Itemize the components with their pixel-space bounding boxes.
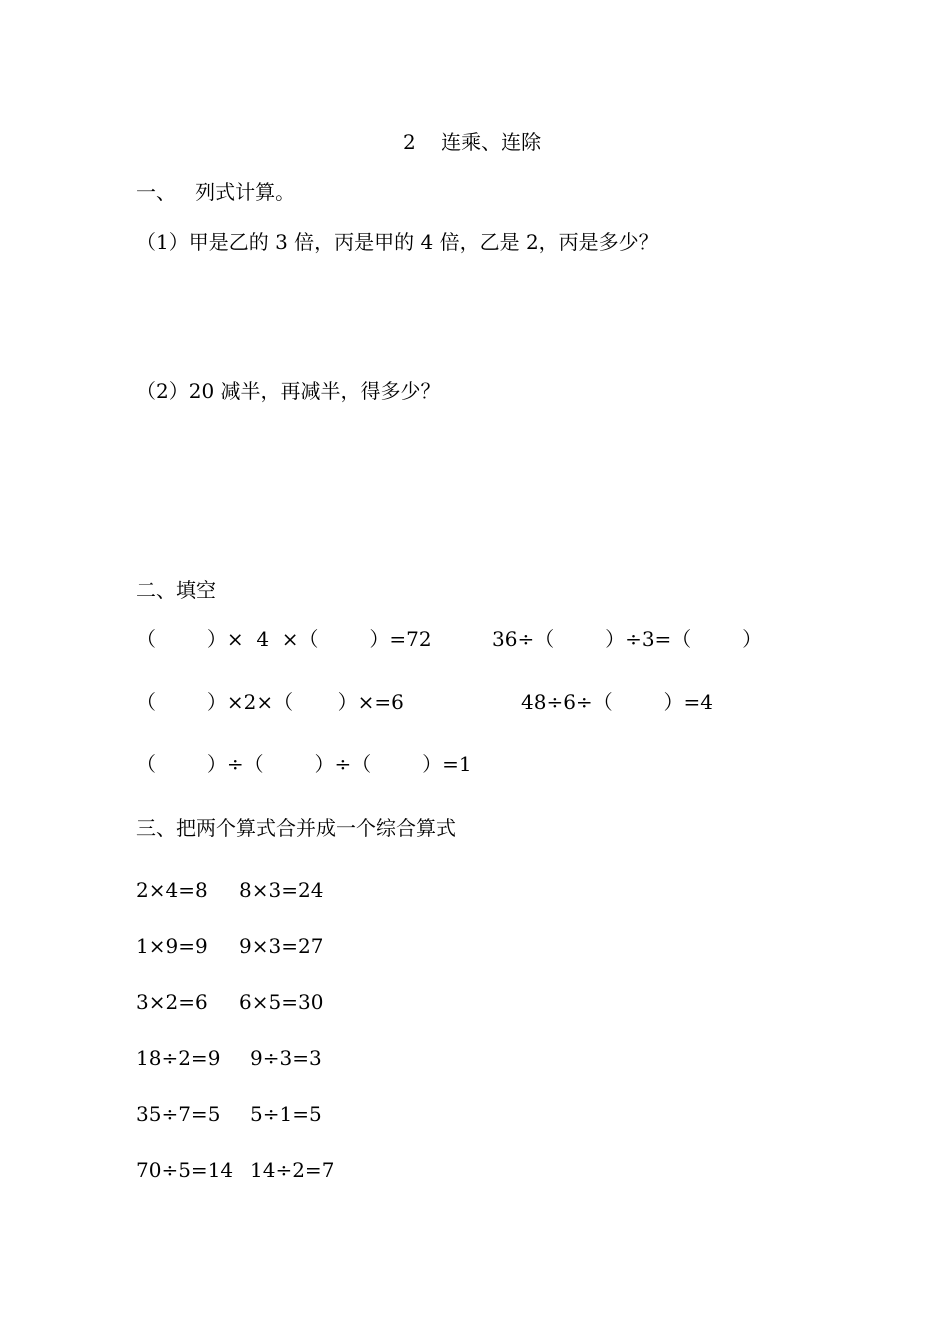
question-2: （2）20 减半，再减半，得多少？ xyxy=(136,379,441,403)
equation-pair-4-first: 18÷2=9 xyxy=(136,1046,221,1070)
fill-blank-1: （ ）× 4 ×（ ）=72 xyxy=(136,627,432,651)
equation-pair-4-second: 9÷3=3 xyxy=(250,1046,322,1070)
fill-blank-3: （ ）×2×（ ）×=6 xyxy=(136,690,404,714)
section-3-heading: 三、把两个算式合并成一个综合算式 xyxy=(136,816,456,840)
section-2-heading: 二、填空 xyxy=(136,578,216,602)
equation-pair-6-second: 14÷2=7 xyxy=(250,1158,335,1182)
equation-pair-2-second: 9×3=27 xyxy=(239,934,324,958)
fill-blank-4: 48÷6÷（ ）=4 xyxy=(521,690,714,714)
equation-pair-1-first: 2×4=8 xyxy=(136,878,208,902)
equation-pair-5-first: 35÷7=5 xyxy=(136,1102,221,1126)
section-1-heading: 一、 列式计算。 xyxy=(136,180,296,204)
equation-pair-1-second: 8×3=24 xyxy=(239,878,324,902)
question-1: （1）甲是乙的 3 倍，丙是甲的 4 倍，乙是 2，丙是多少？ xyxy=(136,230,659,254)
equation-pair-2-first: 1×9=9 xyxy=(136,934,208,958)
page-title: 2 连乘、连除 xyxy=(403,130,542,154)
equation-pair-5-second: 5÷1=5 xyxy=(250,1102,322,1126)
fill-blank-2: 36÷（ ）÷3=（ ） xyxy=(492,627,763,651)
equation-pair-6-first: 70÷5=14 xyxy=(136,1158,234,1182)
fill-blank-5: （ ）÷（ ）÷（ ）=1 xyxy=(136,752,472,776)
equation-pair-3-second: 6×5=30 xyxy=(239,990,324,1014)
equation-pair-3-first: 3×2=6 xyxy=(136,990,208,1014)
